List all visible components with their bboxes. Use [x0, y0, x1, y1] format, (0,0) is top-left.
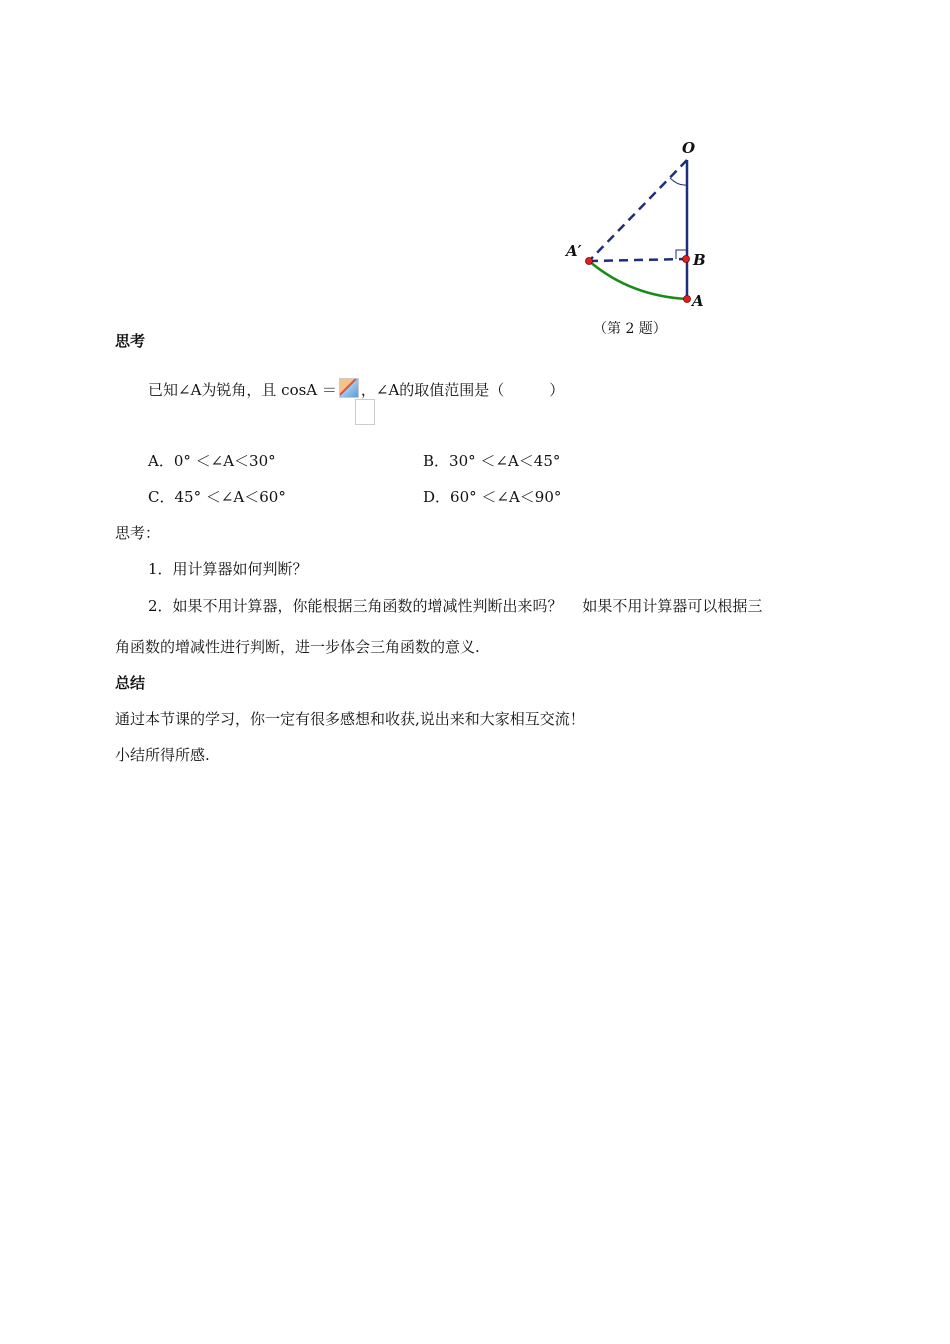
question-prefix: 已知∠A为锐角，且 cosA ＝	[148, 381, 337, 399]
option-a: A．0° ＜∠A＜30°	[148, 452, 276, 470]
summary-line-2: 小结所得所感.	[115, 746, 210, 764]
think-item-2-line1: 2．如果不用计算器，你能根据三角函数的增减性判断出来吗？ 如果不用计算器可以根据三	[148, 597, 763, 615]
question-suffix: ，∠A的取值范围是（ ）	[360, 381, 565, 399]
arc-aprime-a	[589, 261, 687, 299]
point-b	[683, 256, 690, 263]
point-aprime	[586, 258, 593, 265]
summary-line-1: 通过本节课的学习，你一定有很多感想和收获,说出来和大家相互交流！	[115, 710, 585, 728]
option-c: C．45° ＜∠A＜60°	[148, 488, 286, 506]
option-d: D．60° ＜∠A＜90°	[423, 488, 562, 506]
summary-heading: 总结	[115, 674, 146, 692]
segment-o-aprime	[589, 160, 687, 261]
think2-heading: 思考：	[115, 524, 161, 542]
label-b: B	[693, 251, 706, 269]
point-a	[684, 296, 691, 303]
option-b: B．30° ＜∠A＜45°	[423, 452, 561, 470]
think-item-1: 1．用计算器如何判断？	[148, 560, 308, 578]
segment-aprime-b	[589, 259, 686, 261]
question-text	[148, 378, 564, 400]
figure-caption: （第 2 题）	[593, 321, 667, 337]
image-placeholder-frame	[355, 399, 375, 425]
broken-image-icon	[339, 378, 359, 398]
label-a: A	[692, 292, 704, 310]
geometry-figure	[0, 0, 950, 340]
angle-mark-o	[670, 178, 687, 185]
label-aprime: A′	[566, 242, 582, 260]
think-item-2-line2: 角函数的增减性进行判断，进一步体会三角函数的意义.	[115, 638, 480, 656]
think-heading: 思考	[115, 332, 146, 350]
label-o: O	[682, 139, 696, 157]
